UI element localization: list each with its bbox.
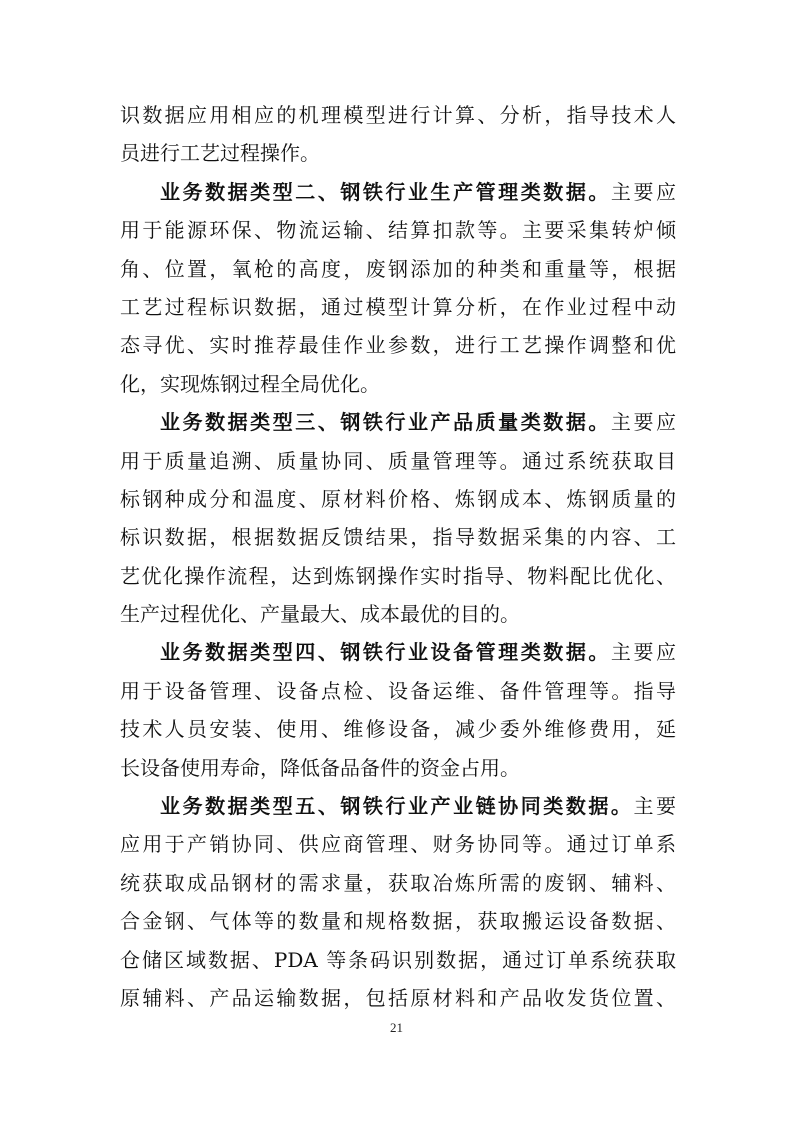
text-line: 用于设备管理、设备点检、设备运维、备件管理等。指导 (120, 678, 676, 703)
page-content (120, 96, 676, 1017)
paragraph (120, 173, 676, 403)
text-line: 用于质量追溯、质量协同、质量管理等。通过系统获取目 (120, 448, 676, 473)
text-run: 主要应 (610, 640, 677, 665)
paragraph-heading: 业务数据类型三、钢铁行业产品质量类数据。 (160, 410, 611, 435)
text-line: 化，实现炼钢过程全局优化。 (120, 371, 380, 396)
text-line: 合金钢、气体等的数量和规格数据，获取搬运设备数据、 (120, 909, 676, 934)
text-line: 标识数据，根据数据反馈结果，指导数据采集的内容、工 (120, 525, 676, 550)
text-run: 主要应 (610, 410, 677, 435)
paragraph-heading: 业务数据类型五、钢铁行业产业链协同类数据。 (160, 794, 634, 819)
text-line: 用于能源环保、物流运输、结算扣款等。主要采集转炉倾 (120, 218, 676, 243)
text-line: 应用于产销协同、供应商管理、财务协同等。通过订单系 (120, 832, 676, 857)
text-line: 生产过程优化、产量最大、成本最优的目的。 (120, 602, 520, 627)
text-line: 统获取成品钢材的需求量，获取冶炼所需的废钢、辅料、 (120, 870, 676, 895)
text-line: 技术人员安装、使用、维修设备，减少委外维修费用，延 (120, 717, 676, 742)
text-line (120, 787, 676, 825)
text-line: 态寻优、实时推荐最佳作业参数，进行工艺操作调整和优 (120, 333, 676, 358)
text-line (120, 633, 676, 671)
paragraph-heading: 业务数据类型二、钢铁行业生产管理类数据。 (160, 179, 611, 204)
text-line: 标钢种成分和温度、原材料价格、炼钢成本、炼钢质量的 (120, 486, 676, 511)
paragraph (120, 96, 676, 173)
text-line: 艺优化操作流程，达到炼钢操作实时指导、物料配比优化、 (120, 563, 676, 588)
text-line (120, 173, 676, 211)
paragraph-heading: 业务数据类型四、钢铁行业设备管理类数据。 (160, 640, 611, 665)
text-run: 主要应 (610, 179, 677, 204)
text-line: 仓储区域数据、PDA 等条码识别数据，通过订单系统获取 (120, 947, 676, 972)
text-line: 长设备使用寿命，降低备品备件的资金占用。 (120, 755, 520, 780)
text-line (120, 403, 676, 441)
paragraph (120, 403, 676, 633)
text-line: 识数据应用相应的机理模型进行计算、分析，指导技术人 (120, 103, 676, 127)
text-line: 原辅料、产品运输数据，包括原材料和产品收发货位置、 (120, 985, 676, 1010)
paragraph (120, 787, 676, 1017)
page-number: 21 (390, 1020, 403, 1035)
paragraph (120, 633, 676, 787)
text-run: 主要 (633, 794, 677, 819)
text-line: 工艺过程标识数据，通过模型计算分析，在作业过程中动 (120, 294, 676, 319)
text-line: 角、位置，氧枪的高度，废钢添加的种类和重量等，根据 (120, 256, 676, 281)
text-line: 员进行工艺过程操作。 (120, 141, 320, 166)
